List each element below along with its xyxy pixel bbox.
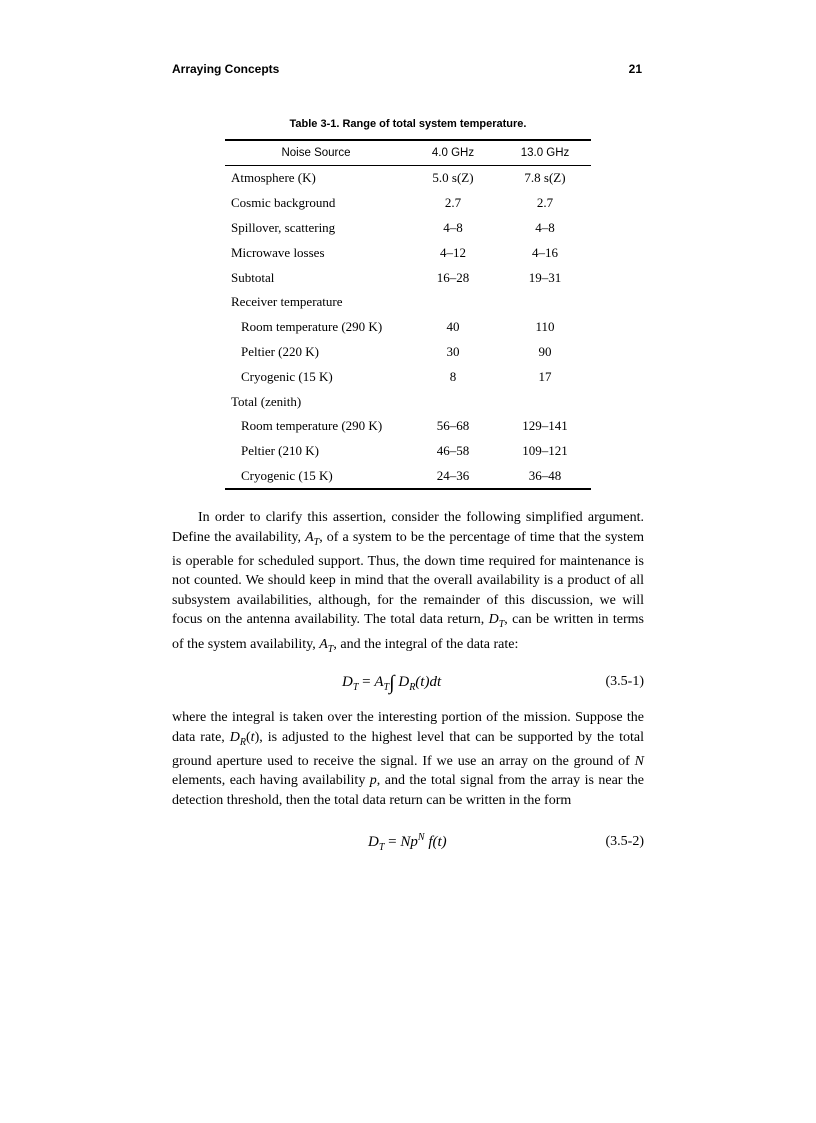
table-header-row <box>225 140 591 166</box>
subscript-R: R <box>239 736 246 748</box>
table-row <box>225 290 591 315</box>
value-13ghz <box>499 389 591 414</box>
value-4ghz: 56–68 <box>436 418 470 434</box>
value-4ghz <box>407 290 499 315</box>
para1-text-1: In order to clarify this assertion, consider the following simplified argument. Define the availability, <box>172 510 644 545</box>
row-label: Room temperature (290 K) <box>241 319 383 335</box>
para2-text-2: ( <box>246 729 251 745</box>
equation-3-5-2 <box>172 828 644 858</box>
row-label: Cosmic background <box>231 195 336 211</box>
eq-lhs-sub: T <box>352 682 359 693</box>
eq-d: D <box>394 674 410 690</box>
row-label: Cryogenic (15 K) <box>241 368 333 384</box>
eq-a: A <box>374 674 384 690</box>
table-row <box>225 364 591 389</box>
paragraph-availability <box>172 508 644 659</box>
column-header-noise-source: Noise Source <box>225 140 407 166</box>
table-caption: Table 3-1. Range of total system temperature. <box>289 118 527 130</box>
symbol-N: N <box>634 753 644 769</box>
eq-np-sup: N <box>417 832 425 843</box>
row-label: Total (zenith) <box>231 393 302 409</box>
value-13ghz <box>499 290 591 315</box>
eq-equals: = <box>384 834 401 850</box>
value-13ghz: 129–141 <box>522 418 568 434</box>
value-13ghz: 17 <box>538 368 552 384</box>
table-row <box>225 216 591 241</box>
value-13ghz: 36–48 <box>499 464 591 490</box>
para1-text-4: , and the integral of the data rate: <box>333 636 519 652</box>
symbol-A: A <box>319 636 328 652</box>
column-header-4ghz: 4.0 GHz <box>407 140 499 166</box>
row-label: Spillover, scattering <box>231 219 336 235</box>
value-4ghz: 16–28 <box>436 269 470 285</box>
subscript-T: T <box>313 536 320 548</box>
value-4ghz: 2.7 <box>444 195 462 211</box>
para2-text-5: , and the total signal from the array is near the detection threshold, then the total data return can be written in the form <box>172 773 644 808</box>
subscript-T: T <box>498 619 505 631</box>
equation-3-5-1 <box>172 668 644 698</box>
table-row <box>225 191 591 216</box>
value-4ghz: 5.0 s(Z) <box>432 170 474 186</box>
row-label: Microwave losses <box>231 244 325 260</box>
value-4ghz: 8 <box>449 368 457 384</box>
paragraph-data-rate <box>172 708 644 810</box>
row-label: Peltier (220 K) <box>241 343 319 359</box>
equation-number: (3.5-1) <box>605 674 644 689</box>
table-row <box>225 439 591 464</box>
value-4ghz: 40 <box>446 319 460 335</box>
table-row <box>225 340 591 365</box>
integral-sign: ∫ <box>389 672 395 694</box>
page-number: 21 <box>628 62 642 76</box>
eq-lhs: D <box>368 834 379 850</box>
value-13ghz: 4–16 <box>532 244 558 260</box>
value-13ghz: 19–31 <box>528 269 562 285</box>
symbol-p: p <box>369 773 377 789</box>
eq-a-sub: T <box>383 682 390 693</box>
row-label: Peltier (210 K) <box>241 443 319 459</box>
table-row <box>225 265 591 290</box>
value-13ghz: 109–121 <box>522 443 568 459</box>
temperature-table <box>225 139 591 490</box>
symbol-D: D <box>229 729 240 745</box>
value-4ghz: 4–8 <box>443 219 463 235</box>
table-row <box>225 389 591 414</box>
running-title: Arraying Concepts <box>172 62 280 76</box>
symbol-D: D <box>488 612 499 628</box>
equation-expression <box>342 672 441 695</box>
row-label: Subtotal <box>231 269 275 285</box>
eq-rest: (t)dt <box>415 674 442 690</box>
eq-equals: = <box>358 674 375 690</box>
table-row <box>225 240 591 265</box>
table-row <box>225 315 591 340</box>
equation-expression <box>368 832 447 853</box>
value-13ghz: 90 <box>538 343 552 359</box>
table-row <box>225 464 591 490</box>
equation-number: (3.5-2) <box>605 834 644 849</box>
table-row <box>225 166 591 191</box>
para2-text-4: elements, each having availability <box>172 773 370 789</box>
row-label: Atmosphere (K) <box>231 170 316 186</box>
para1-text-3: , can be written in terms of the system availability, <box>172 612 644 652</box>
column-header-13ghz: 13.0 GHz <box>499 140 591 166</box>
para1-text-2: , of a system to be the percentage of time that the system is operable for scheduled support. Thus, the down time required for maintenance is not counted. We should keep in mind that the overall availability is a product of all subsystem availabilities, although, for the remainder of this discussion, we will focus on the antenna availability. The total data return, <box>172 529 644 628</box>
eq-lhs: D <box>342 674 353 690</box>
subscript-T: T <box>327 643 334 655</box>
value-4ghz <box>407 389 499 414</box>
para2-text-3: ), is adjusted to the highest level that can be supported by the total ground aperture used to receive the signal. If we use an array on the ground of <box>172 729 644 769</box>
eq-rest: f(t) <box>424 834 447 850</box>
symbol-t: t <box>250 729 255 745</box>
value-13ghz: 4–8 <box>535 219 555 235</box>
eq-np: Np <box>400 834 418 850</box>
para2-text-1: where the integral is taken over the interesting portion of the mission. Suppose the data rate, <box>172 710 644 745</box>
eq-d-sub: R <box>409 682 416 693</box>
symbol-A: A <box>305 529 314 545</box>
table-row <box>225 414 591 439</box>
eq-lhs-sub: T <box>378 842 385 853</box>
value-13ghz: 2.7 <box>536 195 554 211</box>
row-label: Room temperature (290 K) <box>241 418 383 434</box>
value-13ghz: 7.8 s(Z) <box>524 170 566 186</box>
running-header <box>172 62 642 78</box>
value-4ghz: 30 <box>446 343 460 359</box>
row-label: Cryogenic (15 K) <box>225 464 407 490</box>
value-13ghz: 110 <box>535 319 555 335</box>
row-label: Receiver temperature <box>231 294 343 310</box>
value-4ghz: 24–36 <box>407 464 499 490</box>
value-4ghz: 4–12 <box>440 244 466 260</box>
value-4ghz: 46–58 <box>436 443 470 459</box>
